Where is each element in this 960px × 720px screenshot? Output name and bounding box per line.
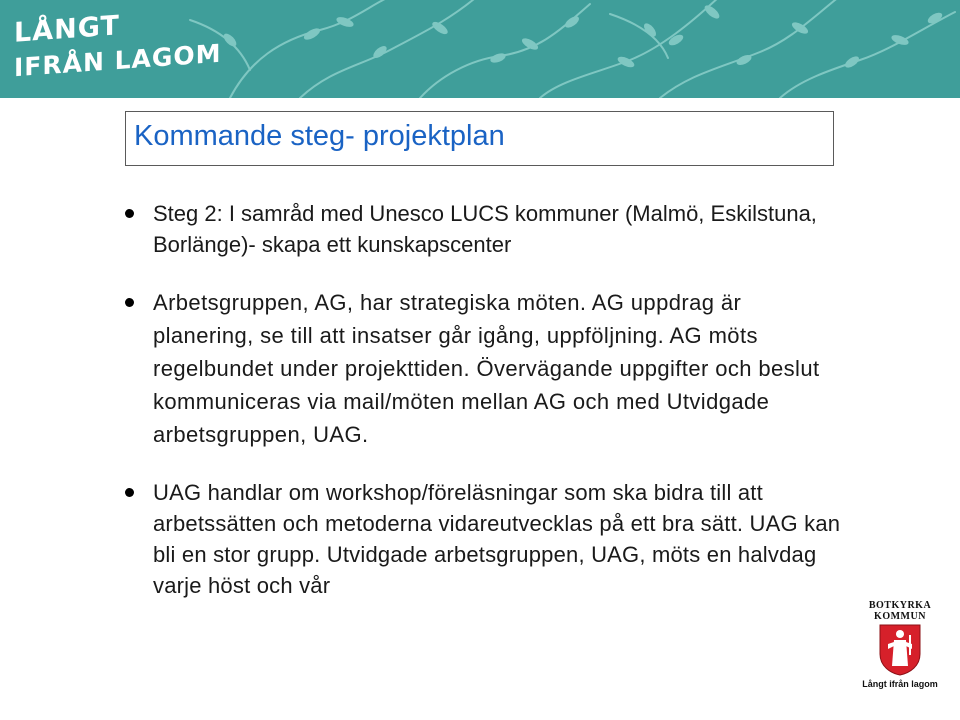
municipality-name-line1: BOTKYRKA (868, 600, 932, 611)
title-box (125, 111, 834, 166)
bullet-item (125, 198, 845, 260)
municipality-name-line2: KOMMUN (874, 611, 926, 622)
bullet-text: Steg 2: I samråd med Unesco LUCS kommuner (Malmö, Eskilstuna, Borlänge)- skapa ett kunskapscenter (153, 201, 817, 257)
municipality-logo (850, 596, 960, 696)
logo-line2: IFRÅN LAGOM (14, 38, 222, 83)
header-banner (0, 0, 960, 98)
bullet-dot-icon (125, 209, 134, 218)
shield-crest-icon (879, 624, 921, 676)
bullet-text: UAG handlar om workshop/föreläsningar som ska bidra till att arbetssätten och metoderna vidareutvecklas på ett bra sätt. UAG kan bli en stor grupp. Utvidgade arbetsgruppen, UAG, möts en halvdag varje höst och vår (153, 480, 841, 598)
bullet-item (125, 477, 845, 601)
bullet-text: Arbetsgruppen, AG, har strategiska möten. AG uppdrag är planering, se till att insatser går igång, uppföljning. AG möts regelbundet under projekttiden. Övervägande uppgifter och beslut kommuniceras via mail/möten mellan AG och med Utvidgade arbetsgruppen, UAG. (153, 290, 820, 447)
bullet-list (125, 198, 845, 601)
municipality-tagline: Långt ifrån lagom (862, 679, 938, 689)
bullet-dot-icon (125, 488, 134, 497)
logo-line1: LÅNGT (14, 10, 120, 49)
bullet-dot-icon (125, 298, 134, 307)
slide-title: Kommande steg- projektplan (134, 120, 505, 152)
bullet-item (125, 286, 845, 451)
